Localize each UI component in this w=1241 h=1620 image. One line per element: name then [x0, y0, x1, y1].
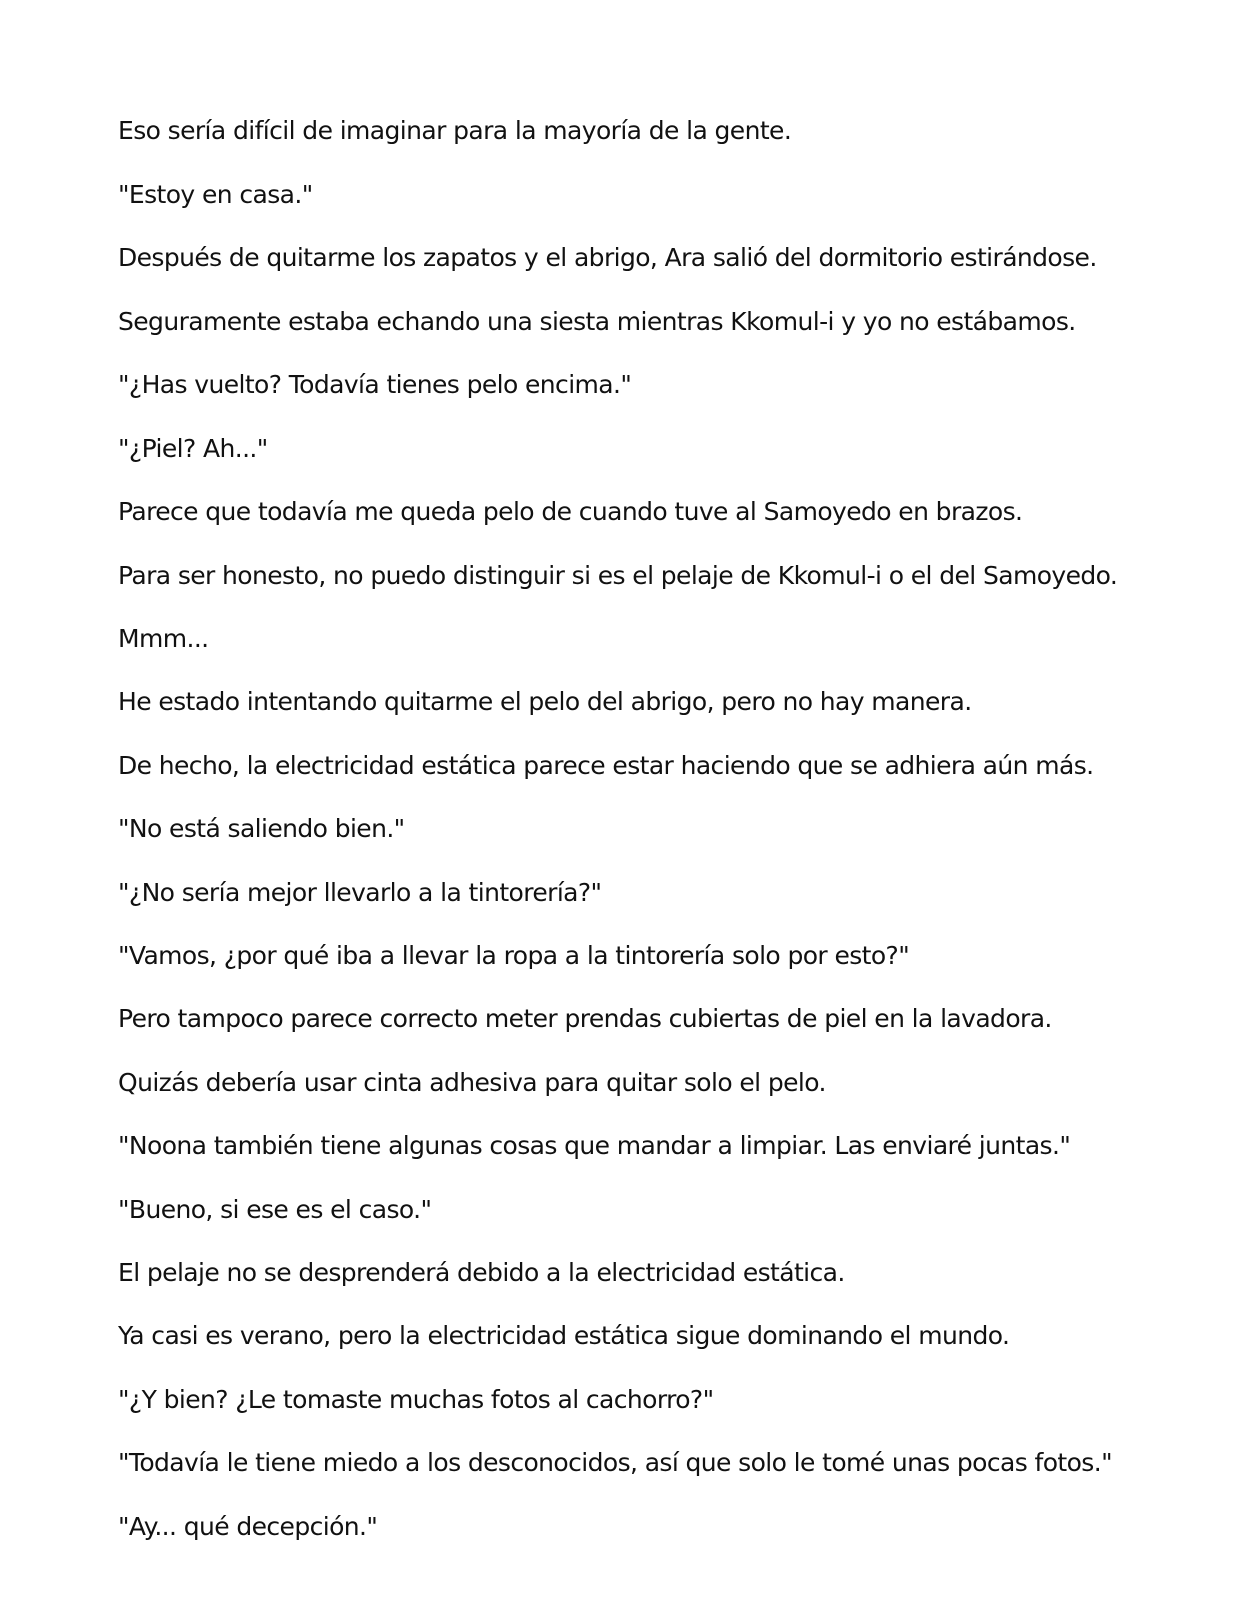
paragraph-line: "Estoy en casa.": [118, 180, 313, 209]
paragraph-line: Mmm...: [118, 624, 209, 653]
paragraph-line: "Todavía le tiene miedo a los desconocidos, así que solo le tomé unas pocas fotos.": [118, 1448, 1112, 1477]
paragraph-line: "No está saliendo bien.": [118, 814, 405, 843]
paragraph-line: "Bueno, si ese es el caso.": [118, 1195, 432, 1224]
paragraph-line: "Vamos, ¿por qué iba a llevar la ropa a la tintorería solo por esto?": [118, 941, 910, 970]
paragraph-line: Quizás debería usar cinta adhesiva para quitar solo el pelo.: [118, 1068, 826, 1097]
paragraph-line: Eso sería difícil de imaginar para la mayoría de la gente.: [118, 116, 792, 145]
paragraph-line: "Noona también tiene algunas cosas que mandar a limpiar. Las enviaré juntas.": [118, 1131, 1071, 1160]
paragraph-line: Ya casi es verano, pero la electricidad estática sigue dominando el mundo.: [118, 1321, 1010, 1350]
paragraph-line: "¿Y bien? ¿Le tomaste muchas fotos al cachorro?": [118, 1385, 714, 1414]
paragraph-line: Después de quitarme los zapatos y el abrigo, Ara salió del dormitorio estirándose.: [118, 243, 1097, 272]
paragraph-line: Parece que todavía me queda pelo de cuando tuve al Samoyedo en brazos.: [118, 497, 1023, 526]
paragraph-line: El pelaje no se desprenderá debido a la electricidad estática.: [118, 1258, 845, 1287]
paragraph-line: Para ser honesto, no puedo distinguir si es el pelaje de Kkomul-i o el del Samoyedo.: [118, 561, 1118, 590]
paragraph-line: "¿Has vuelto? Todavía tienes pelo encima.": [118, 370, 632, 399]
paragraph-line: Pero tampoco parece correcto meter prendas cubiertas de piel en la lavadora.: [118, 1004, 1052, 1033]
paragraph-line: "¿No sería mejor llevarlo a la tintorería?": [118, 878, 602, 907]
paragraph-line: "¿Piel? Ah...": [118, 434, 268, 463]
paragraph-line: De hecho, la electricidad estática parece estar haciendo que se adhiera aún más.: [118, 751, 1094, 780]
paragraph-line: "Ay... qué decepción.": [118, 1512, 378, 1541]
paragraph-line: Seguramente estaba echando una siesta mientras Kkomul-i y yo no estábamos.: [118, 307, 1076, 336]
paragraph-line: He estado intentando quitarme el pelo del abrigo, pero no hay manera.: [118, 687, 972, 716]
